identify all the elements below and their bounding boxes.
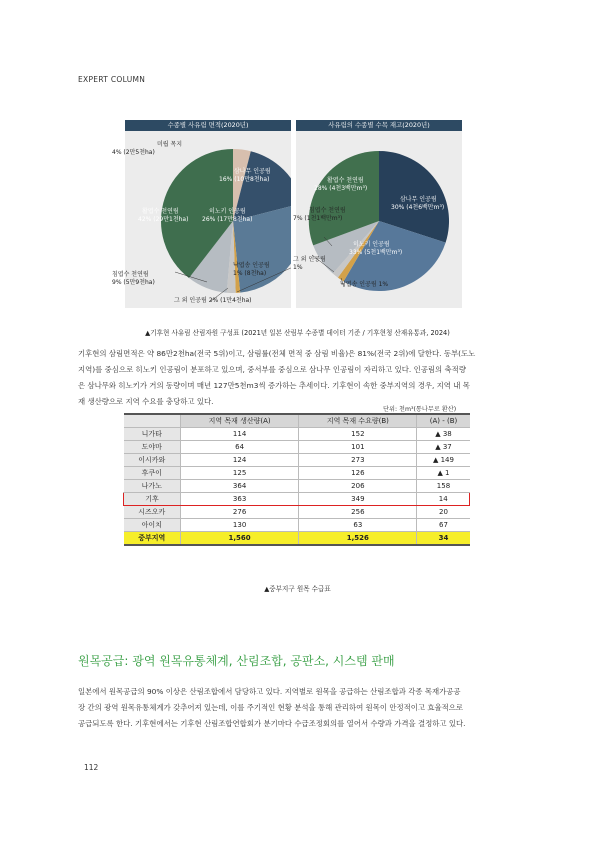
header-difference: (A) - (B) — [417, 414, 470, 428]
table-row — [124, 441, 470, 454]
cell-production: 124 — [181, 454, 299, 467]
label-cedar-2: 16% (10만8천ha) — [219, 176, 270, 183]
label-cedar-1: 삼나무 인공림 — [234, 168, 271, 175]
body-paragraph-2 — [78, 684, 518, 732]
cell-region: 나가노 — [124, 480, 181, 493]
label-larch-2: 1% (8천ha) — [233, 270, 267, 277]
cell-demand: 349 — [299, 493, 417, 506]
header-region — [124, 414, 181, 428]
cell-production: 114 — [181, 428, 299, 441]
cell-region: 후쿠이 — [124, 467, 181, 480]
cell-region: 아이치 — [124, 519, 181, 532]
cell-difference: 158 — [417, 480, 470, 493]
cell-production: 1,560 — [181, 532, 299, 546]
cell-difference: ▲ 38 — [417, 428, 470, 441]
paragraph-2-line-3: 공급되도록 한다. 기후현에서는 기후현 산림조합연합회가 분기마다 수급조정회의를 열어서 수량과 가격을 결정하고 있다. — [78, 719, 466, 728]
pie-chart-area-box — [112, 120, 291, 308]
paragraph-1-line-1: 기후현의 삼림면적은 약 86만2천ha(전국 5위)이고, 삼림률(전체 면적 중 삼림 비율)은 81%(전국 2위)에 달한다. 동부(도노 — [78, 349, 476, 358]
paragraph-1-line-3: 은 삼나무와 히노키가 거의 동량이며 매년 127만5천m3씩 증가하는 추세이다. 기후현이 속한 중부지역의 경우, 지역 내 목 — [78, 381, 470, 390]
table-unit: 단위: 천m³(통나무로 환산) — [383, 406, 457, 413]
column-label: EXPERT COLUMN — [78, 75, 146, 84]
body-paragraph-1 — [78, 346, 518, 410]
paragraph-2-line-1: 일본에서 원목공급의 90% 이상은 산림조합에서 담당하고 있다. 지역별로 원목을 공급하는 산림조합과 각종 목재가공공 — [78, 687, 461, 696]
cell-difference: ▲ 1 — [417, 467, 470, 480]
label-conifer-1: 침엽수 천연림 — [112, 271, 149, 278]
cell-difference: 20 — [417, 506, 470, 519]
label-broadleaf-stock-2: 28% (4천3백만m³) — [314, 185, 368, 192]
label-cedar-stock-2: 30% (4천6백만m³) — [391, 204, 445, 211]
cell-demand: 101 — [299, 441, 417, 454]
cell-production: 64 — [181, 441, 299, 454]
label-conifer-stock-2: 7% (1천1백만m³) — [293, 215, 343, 222]
cell-demand: 273 — [299, 454, 417, 467]
table-row — [124, 454, 470, 467]
table-row-total — [124, 532, 470, 546]
cell-demand: 256 — [299, 506, 417, 519]
paragraph-1-line-4: 재 생산량으로 지역 수요를 충당하고 있다. — [78, 397, 214, 406]
label-other-plantation-stock-2: 1% — [293, 264, 303, 271]
table-row — [124, 467, 470, 480]
cell-difference: ▲ 37 — [417, 441, 470, 454]
label-other-plantation-stock-1: 그 외 인공림 — [293, 256, 326, 263]
label-cypress-1: 히노키 인공림 — [209, 208, 246, 215]
table-row — [124, 506, 470, 519]
label-broadleaf-1: 활엽수 천연림 — [142, 208, 179, 215]
table-row — [124, 519, 470, 532]
cell-region: 중부지역 — [124, 532, 181, 546]
figure-caption: ▲기후현 사유림 산림자원 구성표 (2021년 일본 산림부 수종별 데이터 기준 / 기후현청 산재유통과, 2024) — [145, 329, 450, 337]
label-broadleaf-stock-1: 활엽수 천연림 — [327, 177, 364, 184]
cell-production: 276 — [181, 506, 299, 519]
label-other-plantation: 그 외 인공림 2% (1만4천ha) — [174, 297, 252, 304]
cell-difference: 67 — [417, 519, 470, 532]
cell-production: 363 — [181, 493, 299, 506]
paragraph-1-line-2: 지역)를 중심으로 히노키 인공림이 분포하고 있으며, 중서부를 중심으로 삼나무 인공림이 자리하고 있다. 인공림의 축적량 — [78, 365, 466, 374]
label-other-wood-2: 4% (2만5천ha) — [112, 149, 155, 156]
table-row — [124, 480, 470, 493]
section-heading: 원목공급: 광역 원목유통체계, 산림조합, 공판소, 시스템 판매 — [78, 654, 395, 668]
cell-demand: 126 — [299, 467, 417, 480]
label-cypress-2: 26% (17만8천ha) — [202, 216, 253, 223]
table-caption: ▲중부지구 원목 수급표 — [264, 585, 331, 593]
cell-region: 도야마 — [124, 441, 181, 454]
cell-production: 130 — [181, 519, 299, 532]
cell-production: 364 — [181, 480, 299, 493]
label-conifer-stock-1: 침엽수 천연림 — [309, 207, 346, 214]
table-row-highlighted — [124, 493, 470, 506]
label-larch-stock: 낙엽송 인공림 1% — [340, 281, 389, 288]
pie-chart-stock-box — [293, 120, 462, 308]
cell-demand: 152 — [299, 428, 417, 441]
cell-region: 시즈오카 — [124, 506, 181, 519]
pie-chart-stock-title: 사유림의 수종별 수목 재고(2020년) — [296, 120, 462, 131]
cell-demand: 206 — [299, 480, 417, 493]
table-row — [124, 428, 470, 441]
paragraph-2-line-2: 장 간의 광역 원목유통체계가 갖추어져 있는데, 이를 주기적인 현황 분석을 통해 관리하여 원목이 안정적이고 효율적으로 — [78, 703, 464, 712]
cell-region: 기후 — [124, 493, 181, 506]
label-cypress-stock-1: 히노키 인공림 — [353, 241, 390, 248]
label-cypress-stock-2: 33% (5천1백만m³) — [349, 249, 403, 256]
label-broadleaf-2: 42% (29만1천ha) — [138, 216, 189, 223]
header-demand: 지역 목재 수요량(B) — [299, 414, 417, 428]
cell-difference: 34 — [417, 532, 470, 546]
cell-production: 125 — [181, 467, 299, 480]
header-production: 지역 목재 생산량(A) — [181, 414, 299, 428]
table-header-row — [124, 414, 470, 428]
label-other-wood-1: 미립 목지 — [157, 141, 183, 148]
pie-chart-area-title: 수종별 사유림 면적(2020년) — [125, 120, 291, 131]
cell-demand: 1,526 — [299, 532, 417, 546]
wood-supply-table — [123, 413, 470, 546]
label-cedar-stock-1: 삼나무 인공림 — [400, 196, 437, 203]
cell-demand: 63 — [299, 519, 417, 532]
cell-difference: ▲ 149 — [417, 454, 470, 467]
page-number: 112 — [84, 763, 99, 772]
label-conifer-2: 9% (5만9천ha) — [112, 279, 155, 286]
cell-region: 이시카와 — [124, 454, 181, 467]
label-larch-1: 낙엽송 인공림 — [233, 262, 270, 269]
cell-region: 니가타 — [124, 428, 181, 441]
cell-difference: 14 — [417, 493, 470, 506]
